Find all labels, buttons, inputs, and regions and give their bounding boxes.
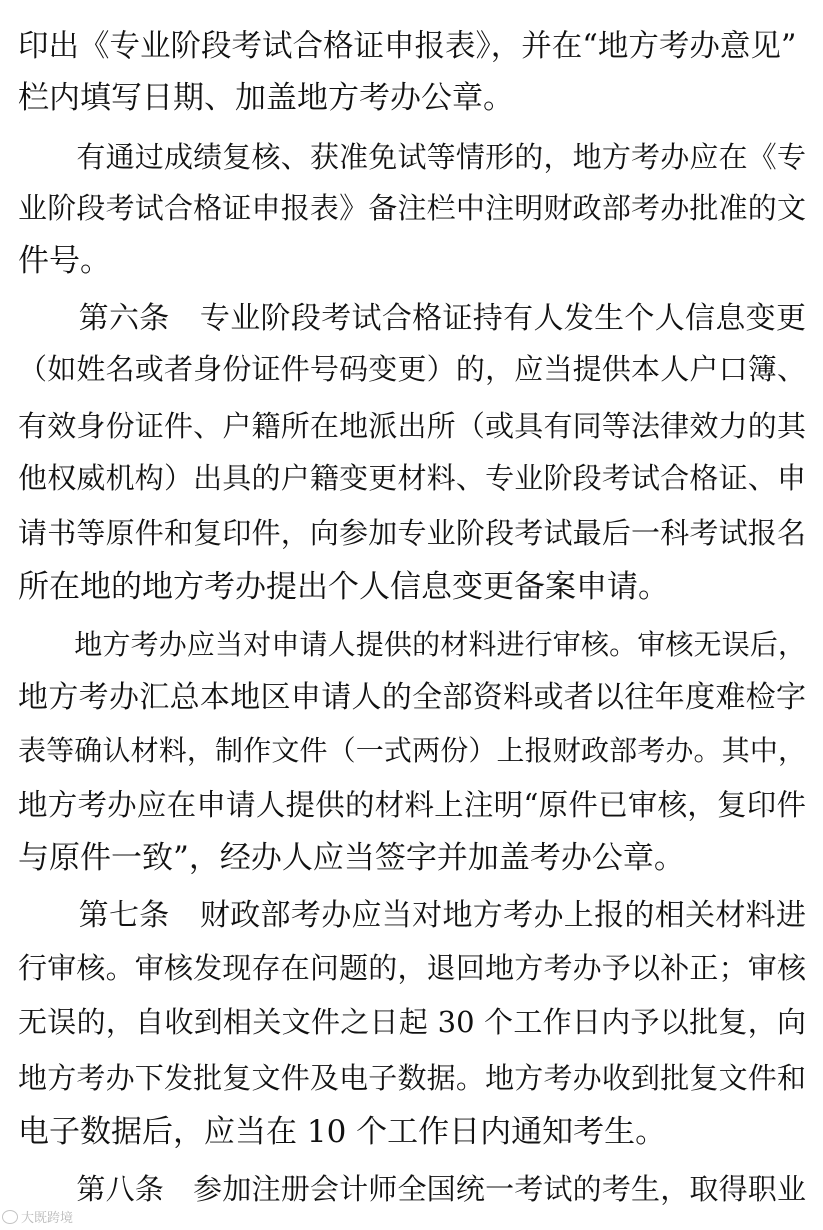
text-line-21: 电子数据后，应当在 10 个工作日内通知考生。 [18,1114,667,1150]
text-line-20: 地方考办下发批复文件及电子数据。地方考办收到批复文件和 [18,1061,806,1095]
text-line-16: 与原件一致”，经办人应当签字并加盖考办公章。 [18,840,685,876]
text-line-1: 印出《专业阶段考试合格证申报表》，并在“地方考办意见” [18,29,797,64]
watermark-logo-icon [2,1210,18,1224]
text-line-12: 地方考办应当对申请人提供的材料进行审核。审核无误后， [18,628,806,661]
text-line-7: （如姓名或者身份证件号码变更）的，应当提供本人户口簿、 [18,352,806,386]
text-line-10: 请书等原件和复印件，向参加专业阶段考试最后一科考试报名 [18,516,806,550]
text-line-6: 第六条 专业阶段考试合格证持有人发生个人信息变更 [18,301,806,336]
text-line-17: 第七条 财政部考办应当对地方考办上报的相关材料进 [18,898,806,933]
watermark-text: 大既跨境 [21,1211,74,1226]
text-line-22: 第八条 参加注册会计师全国统一考试的考生，取得职业 [18,1172,806,1206]
text-line-13: 地方考办汇总本地区申请人的全部资料或者以往年度难检字 [18,680,806,715]
text-line-2: 栏内填写日期、加盖地方考办公章。 [18,80,514,116]
watermark [2,1207,73,1226]
text-line-11: 所在地的地方考办提出个人信息变更备案申请。 [18,569,669,605]
text-line-19: 无误的，自收到相关文件之日起 30 个工作日内予以批复，向 [18,1005,806,1039]
text-line-9: 他权威机构）出具的户籍变更材料、专业阶段考试合格证、申 [18,461,806,495]
text-line-5: 件号。 [18,243,111,279]
text-line-14: 表等确认材料，制作文件（一式两份）上报财政部考办。其中， [18,734,806,767]
text-line-3: 有通过成绩复核、获准免试等情形的，地方考办应在《专 [18,140,806,174]
text-line-8: 有效身份证件、户籍所在地派出所（或具有同等法律效力的其 [18,409,806,443]
text-line-15: 地方考办应在申请人提供的材料上注明“原件已审核，复印件 [18,788,806,822]
text-line-4: 业阶段考试合格证申报表》备注栏中注明财政部考办批准的文 [18,191,806,225]
text-line-18: 行审核。审核发现存在问题的，退回地方考办予以补正；审核 [18,951,806,985]
